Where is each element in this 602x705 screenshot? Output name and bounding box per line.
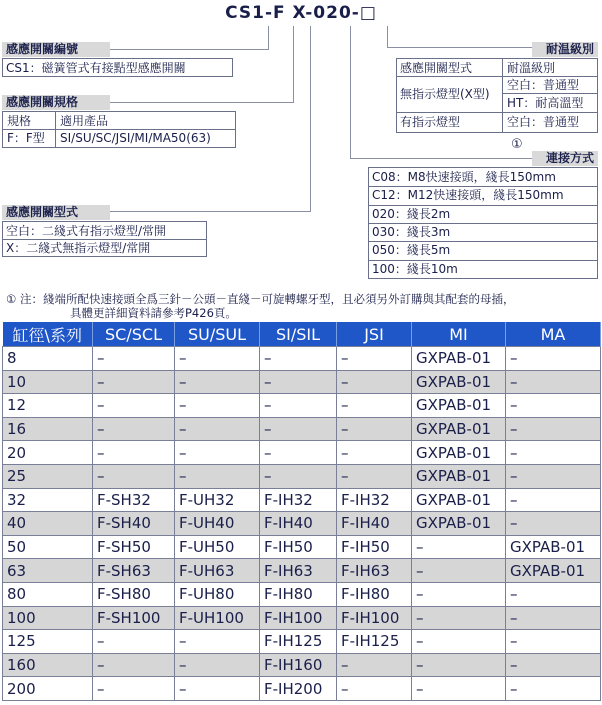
- table-row: [3, 559, 601, 583]
- table-cell: F-IH200: [260, 677, 337, 701]
- connector-line: [293, 26, 294, 103]
- table-cell: GXPAB-01: [412, 370, 506, 394]
- table-cell: 25: [3, 464, 93, 488]
- table-cell: –: [175, 394, 260, 418]
- table-cell: F-IH40: [337, 512, 412, 536]
- table-cell: F-SH80: [93, 582, 175, 606]
- connector-line: [110, 102, 294, 103]
- table-cell: –: [506, 347, 601, 371]
- connection-note-marker: ①: [511, 137, 523, 152]
- table-cell: F-UH50: [175, 535, 260, 559]
- table-cell: F-UH32: [175, 488, 260, 512]
- table-cell: –: [506, 630, 601, 654]
- table-cell: –: [260, 394, 337, 418]
- table-cell: GXPAB-01: [412, 441, 506, 465]
- temp-level-header: 耐温級別: [532, 42, 598, 57]
- table-cell: –: [175, 347, 260, 371]
- table-cell: F-IH40: [260, 512, 337, 536]
- connection-list: [368, 167, 598, 279]
- table-cell: –: [337, 441, 412, 465]
- table-cell: GXPAB-01: [506, 535, 601, 559]
- table-cell: 8: [3, 347, 93, 371]
- connection-option: C12：M12快速接頭，綫長150mm: [372, 188, 564, 203]
- table-cell: 16: [3, 417, 93, 441]
- table-cell: –: [93, 653, 175, 677]
- connection-header: 連接方式: [532, 151, 598, 166]
- table-row: [3, 677, 601, 701]
- table-cell: 63: [3, 559, 93, 583]
- table-cell: F-UH63: [175, 559, 260, 583]
- table-cell: F-UH40: [175, 512, 260, 536]
- spec-col-header: 規格: [7, 114, 32, 128]
- table-cell: F-SH40: [93, 512, 175, 536]
- table-cell: –: [506, 653, 601, 677]
- temp-col-header: 感應開關型式: [400, 61, 473, 75]
- table-cell: –: [506, 512, 601, 536]
- table-cell: F-IH80: [260, 582, 337, 606]
- table-cell: –: [506, 488, 601, 512]
- spec-col-header: 適用產品: [60, 114, 109, 128]
- table-cell: –: [412, 630, 506, 654]
- table-cell: –: [506, 441, 601, 465]
- table-row: [3, 630, 601, 654]
- table-cell: –: [412, 606, 506, 630]
- table-cell: –: [93, 441, 175, 465]
- table-cell: GXPAB-01: [412, 464, 506, 488]
- table-row: [3, 394, 601, 418]
- table-cell: –: [412, 535, 506, 559]
- column-header: MI: [412, 322, 506, 347]
- footnote-line: ① 注：綫端所配快速接頭全爲三針－公頭－直綫－可旋轉螺牙型，且必須另外訂購與其配套的母插，: [6, 292, 515, 306]
- column-header: 缸徑\系列: [3, 322, 93, 347]
- table-cell: 160: [3, 653, 93, 677]
- table-cell: –: [93, 394, 175, 418]
- sensor-code-value: CS1：磁簧管式有接點型感應開關: [6, 61, 186, 75]
- sensor-type-header: 感應開關型式: [2, 205, 110, 220]
- sensor-type-noled: X：二綫式無指示燈型/常開: [6, 241, 151, 255]
- table-cell: –: [175, 370, 260, 394]
- temp-type-led: 有指示燈型: [400, 115, 461, 129]
- table-row: [3, 488, 601, 512]
- table-cell: –: [337, 394, 412, 418]
- table-row: [3, 441, 601, 465]
- connector-line: [387, 26, 388, 48]
- table-cell: –: [175, 464, 260, 488]
- table-cell: F-SH63: [93, 559, 175, 583]
- table-cell: –: [506, 394, 601, 418]
- sensor-spec-header: 感應開關規格: [2, 95, 110, 110]
- model-code-title: CS1-F X-020-□: [225, 3, 377, 23]
- table-cell: GXPAB-01: [412, 488, 506, 512]
- table-cell: –: [337, 370, 412, 394]
- sensor-type-box: [2, 221, 207, 257]
- table-cell: –: [412, 677, 506, 701]
- table-cell: F-IH125: [260, 630, 337, 654]
- table-cell: 80: [3, 582, 93, 606]
- connector-line: [350, 26, 351, 159]
- table-cell: –: [93, 347, 175, 371]
- table-cell: –: [175, 441, 260, 465]
- connector-line: [310, 26, 311, 212]
- table-cell: –: [412, 582, 506, 606]
- column-header: JSI: [337, 322, 412, 347]
- table-cell: –: [93, 417, 175, 441]
- sensor-model-table: [2, 322, 601, 701]
- table-cell: –: [260, 417, 337, 441]
- table-cell: F-IH50: [260, 535, 337, 559]
- footnote-line: 具體更詳細資料請參考P426頁。: [70, 306, 237, 320]
- table-cell: GXPAB-01: [412, 512, 506, 536]
- table-cell: –: [506, 464, 601, 488]
- table-cell: –: [93, 464, 175, 488]
- table-cell: GXPAB-01: [412, 394, 506, 418]
- temp-option: 空白：普通型: [507, 115, 580, 129]
- table-cell: –: [412, 653, 506, 677]
- table-row: [3, 512, 601, 536]
- table-row: [3, 347, 601, 371]
- table-cell: –: [175, 630, 260, 654]
- table-cell: –: [175, 653, 260, 677]
- table-cell: –: [337, 347, 412, 371]
- table-cell: –: [260, 370, 337, 394]
- table-row: [3, 582, 601, 606]
- connection-option: C08：M8快速接頭，綫長150mm: [372, 170, 556, 184]
- table-cell: –: [175, 417, 260, 441]
- connector-line: [387, 47, 532, 48]
- table-cell: –: [93, 630, 175, 654]
- spec-products: SI/SU/SC/JSI/MI/MA50(63): [60, 131, 211, 145]
- table-cell: 32: [3, 488, 93, 512]
- table-cell: F-IH32: [260, 488, 337, 512]
- table-cell: –: [506, 417, 601, 441]
- table-cell: GXPAB-01: [412, 347, 506, 371]
- table-cell: F-IH50: [337, 535, 412, 559]
- table-cell: –: [506, 370, 601, 394]
- column-header: SI/SIL: [260, 322, 337, 347]
- table-cell: F-UH100: [175, 606, 260, 630]
- table-cell: F-IH32: [337, 488, 412, 512]
- table-cell: –: [412, 559, 506, 583]
- table-cell: –: [506, 582, 601, 606]
- table-row: [3, 606, 601, 630]
- table-cell: 100: [3, 606, 93, 630]
- sensor-type-led: 空白：二綫式有指示燈型/常開: [6, 224, 167, 238]
- connector-line: [268, 26, 269, 50]
- table-cell: 10: [3, 370, 93, 394]
- table-cell: 125: [3, 630, 93, 654]
- table-cell: GXPAB-01: [506, 559, 601, 583]
- temp-col-header: 耐溫級別: [507, 61, 556, 75]
- table-cell: –: [260, 464, 337, 488]
- table-cell: –: [506, 606, 601, 630]
- table-cell: –: [175, 677, 260, 701]
- table-cell: F-SH50: [93, 535, 175, 559]
- table-cell: F-UH80: [175, 582, 260, 606]
- table-cell: –: [93, 370, 175, 394]
- table-cell: F-IH160: [260, 653, 337, 677]
- table-cell: GXPAB-01: [412, 417, 506, 441]
- connector-line: [350, 158, 535, 159]
- table-cell: 40: [3, 512, 93, 536]
- connection-option: 020：綫長2m: [372, 206, 451, 221]
- table-cell: –: [337, 417, 412, 441]
- table-header-row: [3, 322, 601, 347]
- table-cell: F-IH80: [337, 582, 412, 606]
- table-cell: F-IH63: [260, 559, 337, 583]
- table-cell: –: [337, 464, 412, 488]
- table-row: [3, 535, 601, 559]
- column-header: MA: [506, 322, 601, 347]
- temp-type-noled: 無指示燈型(X型): [400, 87, 490, 101]
- column-header: SU/SUL: [175, 322, 260, 347]
- sensor-code-header: 感應開關編號: [2, 42, 110, 57]
- temp-level-table: [396, 58, 598, 133]
- table-cell: 200: [3, 677, 93, 701]
- footnote: [6, 292, 596, 320]
- table-cell: F-SH32: [93, 488, 175, 512]
- table-cell: F-IH100: [337, 606, 412, 630]
- table-cell: –: [260, 347, 337, 371]
- table-cell: –: [337, 677, 412, 701]
- table-cell: F-SH100: [93, 606, 175, 630]
- table-row: [3, 417, 601, 441]
- sensor-code-box: [2, 58, 233, 77]
- table-cell: 20: [3, 441, 93, 465]
- column-header: SC/SCL: [93, 322, 175, 347]
- connector-line: [110, 211, 311, 212]
- connection-option: 030：綫長3m: [372, 224, 451, 239]
- table-cell: –: [506, 677, 601, 701]
- table-row: [3, 464, 601, 488]
- temp-option: 空白：普通型: [507, 78, 580, 92]
- table-cell: F-IH100: [260, 606, 337, 630]
- table-cell: F-IH63: [337, 559, 412, 583]
- sensor-spec-table: [2, 111, 236, 148]
- table-cell: F-IH125: [337, 630, 412, 654]
- table-cell: 50: [3, 535, 93, 559]
- connector-line: [110, 49, 269, 50]
- spec-code: F：F型: [7, 131, 45, 145]
- connection-option: 100：綫長10m: [372, 261, 458, 276]
- table-cell: –: [337, 653, 412, 677]
- temp-option: HT：耐高溫型: [507, 96, 584, 110]
- table-row: [3, 370, 601, 394]
- table-cell: –: [93, 677, 175, 701]
- table-row: [3, 653, 601, 677]
- table-cell: –: [260, 441, 337, 465]
- connection-option: 050：綫長5m: [372, 243, 451, 258]
- table-cell: 12: [3, 394, 93, 418]
